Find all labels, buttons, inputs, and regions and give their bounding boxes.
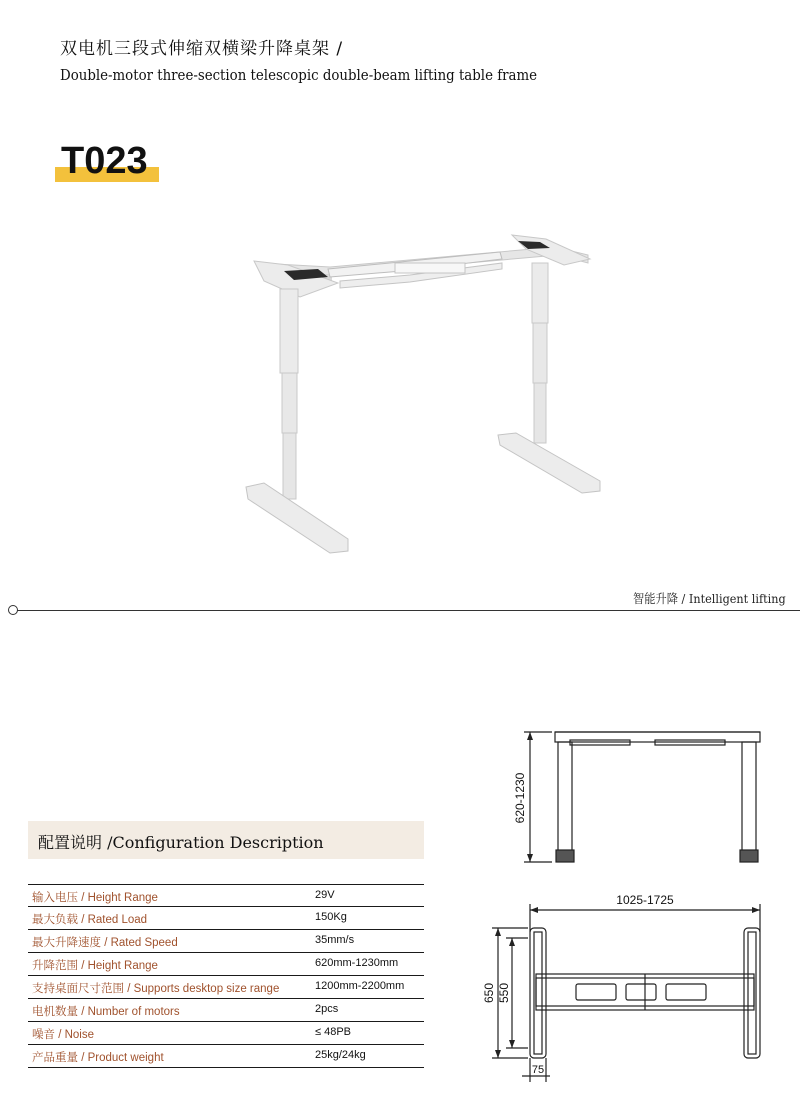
spec-value: 620mm-1230mm <box>315 957 399 969</box>
spec-value: 2pcs <box>315 1003 339 1015</box>
height-dim-label: 620-1230 <box>513 772 527 824</box>
depth-outer-label: 650 <box>482 982 496 1004</box>
config-title: 配置说明 /Configuration Description <box>38 833 324 852</box>
spec-row <box>28 907 424 930</box>
spec-row <box>28 1022 424 1045</box>
spec-row <box>28 930 424 953</box>
spec-label: 升降范围 / Height Range <box>32 960 158 972</box>
spec-label: 支持桌面尺寸范围 / Supports desktop size range <box>32 983 280 995</box>
feature-caption: 智能升降 / Intelligent lifting <box>633 591 786 606</box>
spec-value: 25kg/24kg <box>315 1049 366 1061</box>
spec-label: 电机数量 / Number of motors <box>32 1006 180 1018</box>
width-dim-label: 1025-1725 <box>616 893 674 907</box>
elevation-left-leg <box>558 742 572 860</box>
dimension-drawing <box>480 720 780 1085</box>
spec-row <box>28 953 424 976</box>
spec-value: 29V <box>315 889 335 901</box>
plan-slot-right-a <box>666 984 706 1000</box>
elevation-right-leg <box>742 742 756 860</box>
plan-left-foot-inner <box>534 932 542 1054</box>
spec-label: 产品重量 / Product weight <box>32 1052 164 1064</box>
model-badge <box>55 140 161 184</box>
model-number: T023 <box>61 140 148 182</box>
spec-row <box>28 1045 424 1068</box>
divider-dot-icon <box>8 605 18 615</box>
section-divider <box>12 610 800 611</box>
spec-table <box>28 884 424 1068</box>
foot-dim-label: 75 <box>531 1064 545 1076</box>
title-english: Double-motor three-section telescopic double-beam lifting table frame <box>60 68 538 84</box>
spec-row <box>28 999 424 1022</box>
spec-label: 输入电压 / Height Range <box>32 892 158 904</box>
elevation-left-foot <box>556 850 574 862</box>
desk-frame-image <box>240 225 610 565</box>
plan-slot-left-b <box>626 984 656 1000</box>
spec-label: 噪音 / Noise <box>32 1029 94 1041</box>
plan-right-foot-inner <box>748 932 756 1054</box>
spec-value: 150Kg <box>315 911 347 923</box>
spec-row <box>28 976 424 999</box>
depth-inner-label: 550 <box>497 982 511 1004</box>
elevation-right-foot <box>740 850 758 862</box>
plan-right-foot <box>744 928 760 1058</box>
plan-left-foot <box>530 928 546 1058</box>
spec-value: 35mm/s <box>315 934 355 946</box>
spec-label: 最大升降速度 / Rated Speed <box>32 937 178 949</box>
title-chinese: 双电机三段式伸缩双横梁升降桌架 / <box>60 39 344 59</box>
spec-row <box>28 884 424 907</box>
spec-label: 最大负载 / Rated Load <box>32 914 148 926</box>
spec-value: 1200mm-2200mm <box>315 980 405 992</box>
spec-value: ≤ 48PB <box>315 1026 352 1038</box>
plan-slot-left-a <box>576 984 616 1000</box>
